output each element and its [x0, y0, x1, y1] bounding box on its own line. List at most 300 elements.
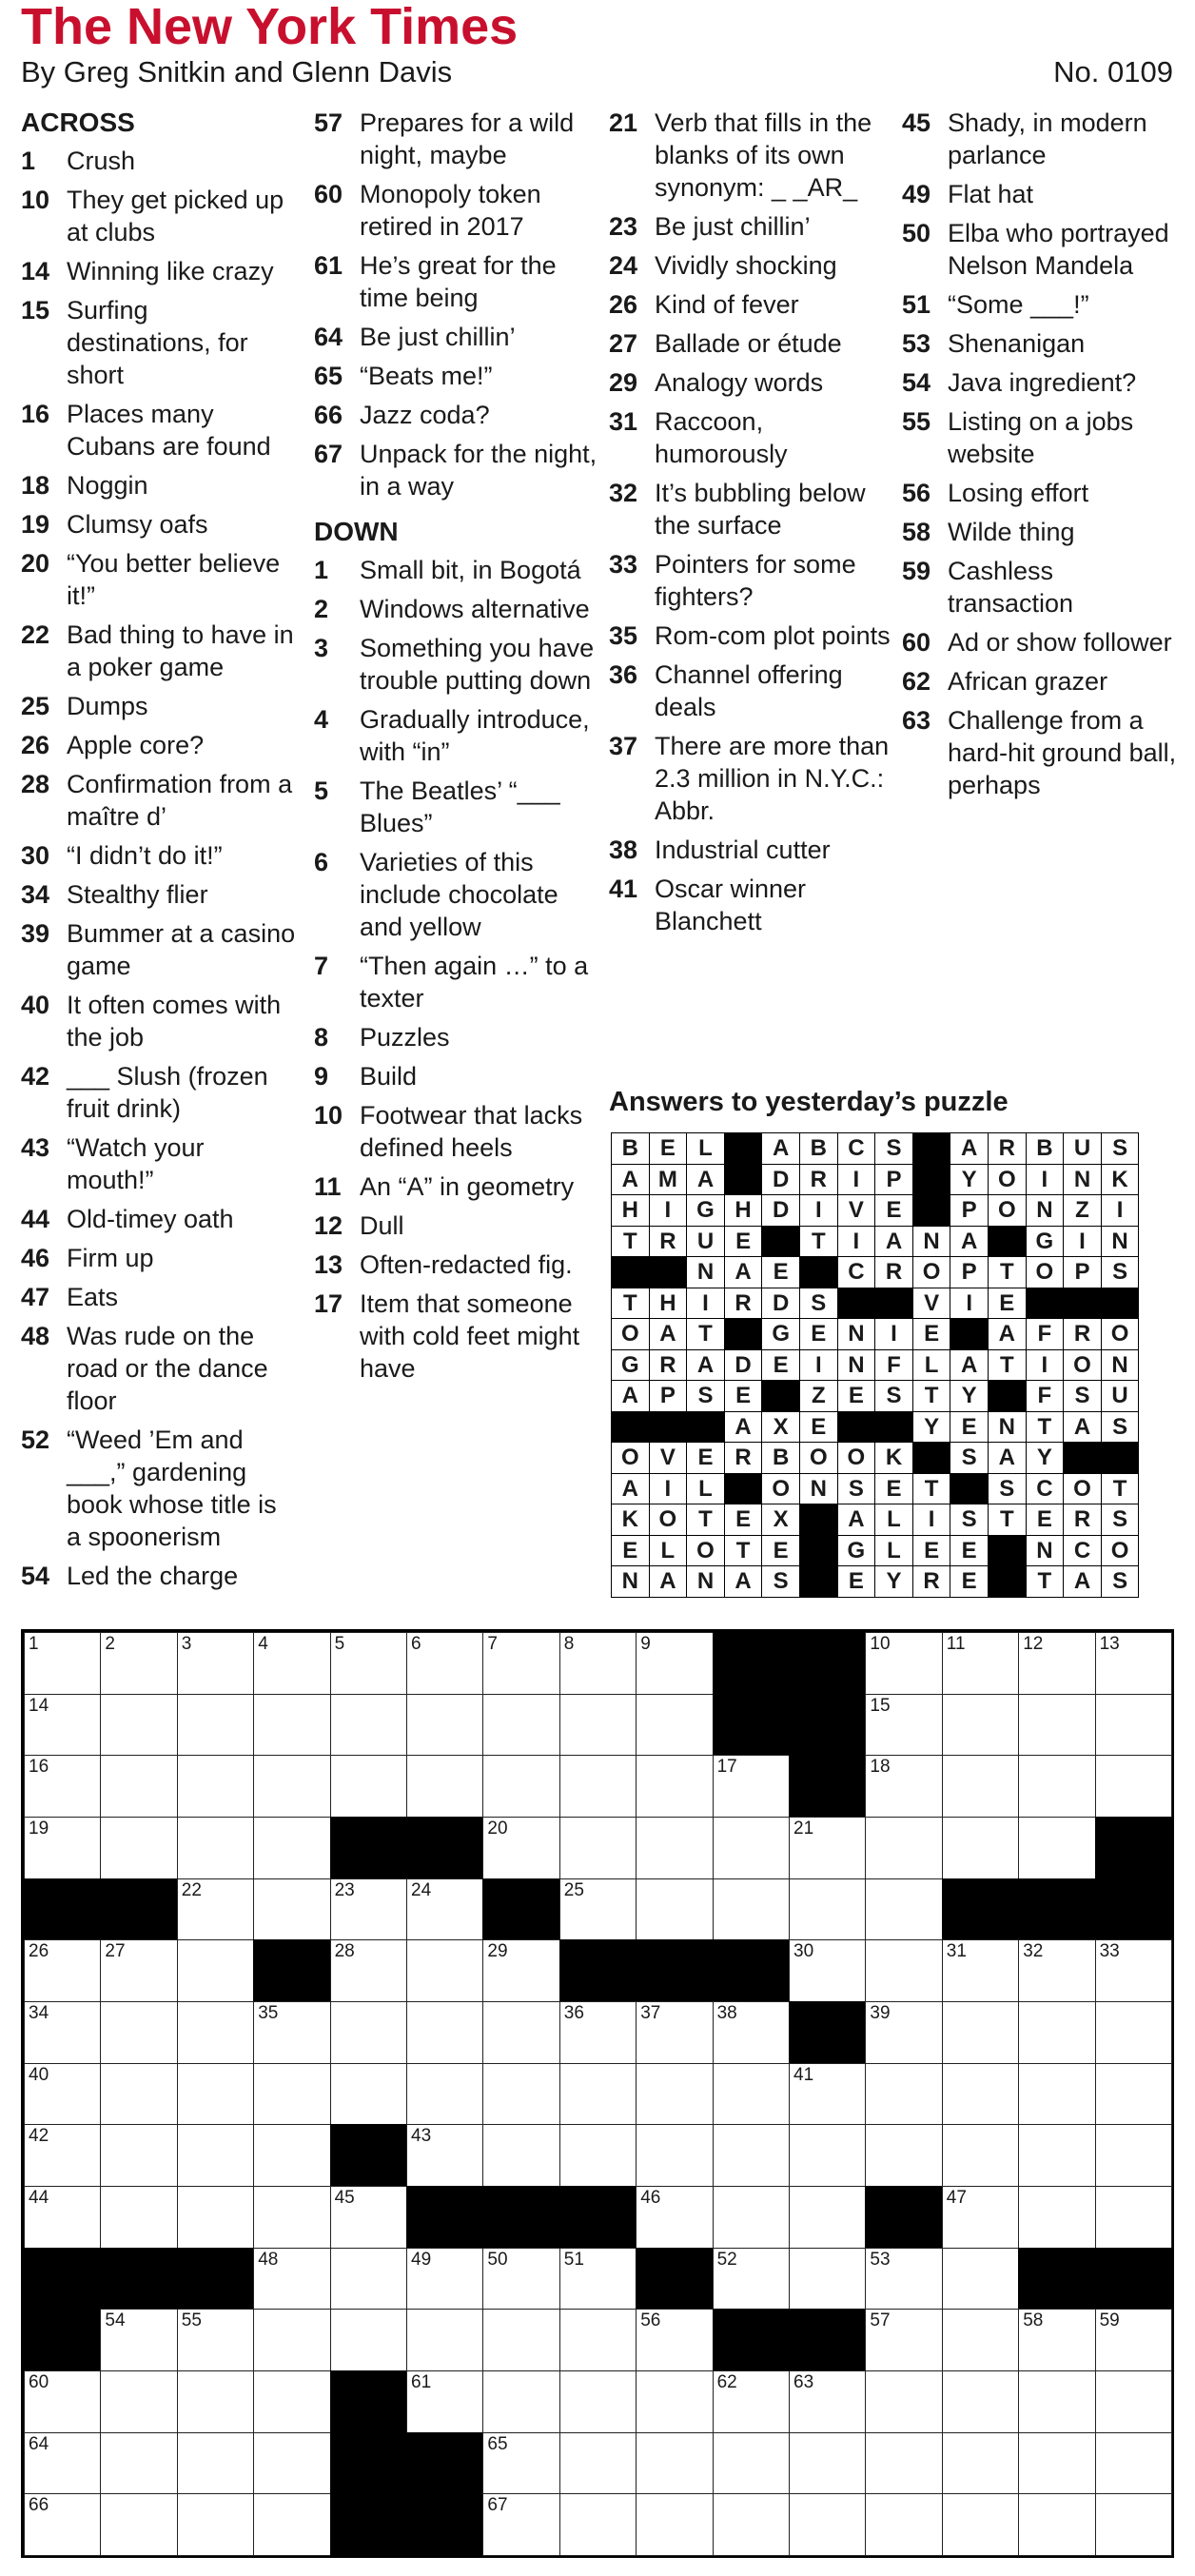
grid-cell[interactable] [482, 1939, 559, 2002]
grid-cell[interactable] [636, 1817, 713, 1879]
grid-cell[interactable] [713, 1817, 790, 1879]
clue-text: Build [360, 1062, 418, 1091]
clue-text: Something you have trouble putting down [360, 634, 595, 695]
answer-letter: E [799, 1318, 838, 1350]
answer-letter: R [1063, 1318, 1102, 1350]
grid-cell[interactable] [865, 1755, 942, 1818]
answer-letter: A [761, 1132, 800, 1165]
grid-cell[interactable] [636, 1755, 713, 1818]
across-heading: ACROSS [21, 108, 135, 137]
grid-cell[interactable] [177, 1817, 254, 1879]
clue-item [21, 508, 297, 541]
clue-number: 18 [21, 471, 50, 500]
grid-cell[interactable] [636, 2370, 713, 2433]
grid-cell[interactable] [177, 2124, 254, 2187]
clue-text: Item that someone with cold feet might have [360, 1289, 580, 1383]
answer-black-square [649, 1256, 688, 1288]
answer-letter: R [912, 1565, 951, 1598]
grid-cell[interactable] [559, 1632, 637, 1695]
clue-item [21, 1203, 297, 1235]
clue-text: Rom-com plot points [655, 621, 891, 650]
grid-cell[interactable] [1018, 2493, 1095, 2556]
grid-cell[interactable] [253, 1755, 330, 1818]
grid-cell[interactable] [177, 2370, 254, 2433]
grid-cell[interactable] [330, 1939, 407, 2002]
grid-cell[interactable] [1095, 1755, 1172, 1818]
grid-cell[interactable] [1095, 2370, 1172, 2433]
answer-letter: O [1101, 1318, 1140, 1350]
grid-cell[interactable] [406, 2001, 483, 2064]
cell-number: 40 [29, 2064, 49, 2085]
grid-cell[interactable] [713, 2432, 790, 2495]
grid-cell[interactable] [100, 1694, 177, 1757]
grid-cell[interactable] [406, 1878, 483, 1941]
grid-cell[interactable] [942, 1817, 1019, 1879]
grid-cell[interactable] [942, 2186, 1019, 2249]
clue-number: 22 [21, 620, 50, 649]
grid-cell[interactable] [1095, 2063, 1172, 2126]
grid-cell[interactable] [789, 2432, 866, 2495]
answer-letter: A [988, 1318, 1027, 1350]
answer-black-square [912, 1442, 951, 1474]
grid-cell[interactable] [1095, 1939, 1172, 2002]
clue-number: 24 [609, 251, 638, 280]
grid-cell[interactable] [406, 2370, 483, 2433]
answer-letter: A [686, 1164, 725, 1196]
grid-cell[interactable] [1095, 2493, 1172, 2556]
answer-letter: R [799, 1164, 838, 1196]
grid-cell[interactable] [1095, 2309, 1172, 2371]
grid-cell[interactable] [100, 2370, 177, 2433]
clue-item [902, 178, 1178, 210]
grid-cell[interactable] [330, 2248, 407, 2311]
grid-cell[interactable] [253, 1878, 330, 1941]
clue-item [314, 1170, 599, 1203]
cell-number: 24 [411, 1879, 432, 1900]
grid-cell[interactable] [636, 1632, 713, 1695]
grid-cell[interactable] [559, 1817, 637, 1879]
grid-cell[interactable] [713, 2248, 790, 2311]
grid-cell[interactable] [865, 2001, 942, 2064]
grid-cell[interactable] [482, 2493, 559, 2556]
grid-cell[interactable] [253, 2432, 330, 2495]
grid-cell[interactable] [100, 1817, 177, 1879]
answer-letter: R [724, 1442, 763, 1474]
grid-cell[interactable] [713, 2124, 790, 2187]
grid-cell[interactable] [100, 1939, 177, 2002]
grid-cell[interactable] [253, 1817, 330, 1879]
answer-letter: O [1063, 1473, 1102, 1505]
clue-text: Led the charge [67, 1562, 239, 1590]
cell-number: 58 [1023, 2311, 1044, 2331]
black-square [789, 1755, 866, 1818]
grid-cell[interactable] [482, 1632, 559, 1695]
answer-black-square [988, 1535, 1027, 1567]
grid-cell[interactable] [636, 2063, 713, 2126]
clue-number: 11 [314, 1172, 342, 1201]
grid-cell[interactable] [1095, 2186, 1172, 2249]
answer-letter: I [1026, 1164, 1065, 1196]
grid-cell[interactable] [177, 2186, 254, 2249]
grid-cell[interactable] [865, 1878, 942, 1941]
grid-cell[interactable] [559, 2493, 637, 2556]
answer-letter: B [761, 1442, 800, 1474]
grid-cell[interactable] [559, 1755, 637, 1818]
cell-number: 49 [411, 2249, 432, 2270]
clue-item [314, 703, 599, 768]
clue-text: Shady, in modern parlance [948, 108, 1147, 169]
grid-cell[interactable] [253, 2063, 330, 2126]
cell-number: 47 [946, 2188, 967, 2208]
grid-cell[interactable] [100, 2493, 177, 2556]
grid-cell[interactable] [100, 2001, 177, 2064]
cell-number: 4 [258, 1634, 268, 1654]
clue-number: 54 [21, 1562, 50, 1590]
answer-letter: N [988, 1411, 1027, 1444]
clue-column-3 [609, 107, 894, 944]
answer-letter: A [724, 1565, 763, 1598]
grid-cell[interactable] [24, 1939, 101, 2002]
grid-cell[interactable] [1095, 2432, 1172, 2495]
grid-cell[interactable] [865, 1817, 942, 1879]
grid-cell[interactable] [1018, 1694, 1095, 1757]
grid-cell[interactable] [24, 2186, 101, 2249]
grid-cell[interactable] [789, 2370, 866, 2433]
grid-cell[interactable] [100, 2432, 177, 2495]
grid-cell[interactable] [24, 2063, 101, 2126]
grid-cell[interactable] [865, 2248, 942, 2311]
grid-cell[interactable] [713, 2493, 790, 2556]
grid-cell[interactable] [177, 1878, 254, 1941]
grid-cell[interactable] [942, 2309, 1019, 2371]
grid-cell[interactable] [1018, 1817, 1095, 1879]
answer-letter: G [1026, 1226, 1065, 1258]
answer-letter: H [724, 1194, 763, 1227]
grid-cell[interactable] [177, 1694, 254, 1757]
grid-cell[interactable] [636, 2001, 713, 2064]
answer-letter: O [686, 1535, 725, 1567]
grid-cell[interactable] [559, 2248, 637, 2311]
cell-number: 12 [1023, 1634, 1044, 1654]
answer-letter: N [686, 1565, 725, 1598]
answer-letter: R [649, 1349, 688, 1382]
clue-number: 32 [609, 479, 638, 507]
grid-cell[interactable] [24, 1755, 101, 1818]
grid-cell[interactable] [942, 2370, 1019, 2433]
grid-cell[interactable] [713, 1878, 790, 1941]
grid-cell[interactable] [330, 1694, 407, 1757]
clue-item [21, 294, 297, 391]
grid-cell[interactable] [406, 2063, 483, 2126]
byline: By Greg Snitkin and Glenn Davis [21, 55, 453, 88]
grid-cell[interactable] [636, 2432, 713, 2495]
grid-cell[interactable] [482, 2309, 559, 2371]
grid-cell[interactable] [865, 2493, 942, 2556]
black-square [330, 2432, 407, 2495]
grid-cell[interactable] [253, 2493, 330, 2556]
grid-cell[interactable] [636, 1694, 713, 1757]
grid-cell[interactable] [789, 2063, 866, 2126]
answer-letter: I [912, 1504, 951, 1536]
grid-cell[interactable] [24, 1632, 101, 1695]
grid-cell[interactable] [1018, 2186, 1095, 2249]
cell-number: 38 [716, 2003, 737, 2023]
black-square [1095, 1878, 1172, 1941]
grid-cell[interactable] [789, 2493, 866, 2556]
clue-text: It’s bubbling below the surface [655, 479, 866, 540]
clue-text: Verb that fills in the blanks of its own synonym: _ _AR_ [655, 108, 872, 202]
grid-cell[interactable] [713, 2001, 790, 2064]
grid-cell[interactable] [942, 2124, 1019, 2187]
grid-cell[interactable] [789, 1817, 866, 1879]
answer-letter: H [649, 1288, 688, 1320]
grid-cell[interactable] [865, 2370, 942, 2433]
cell-number: 20 [487, 1819, 508, 1839]
grid-cell[interactable] [1018, 2124, 1095, 2187]
grid-cell[interactable] [636, 2124, 713, 2187]
grid-cell[interactable] [789, 2124, 866, 2187]
grid-cell[interactable] [865, 2432, 942, 2495]
clue-column-2 [314, 107, 599, 1391]
clue-number: 7 [314, 952, 329, 980]
grid-cell[interactable] [789, 1878, 866, 1941]
answer-letter: E [649, 1132, 688, 1165]
grid-cell[interactable] [406, 1632, 483, 1695]
grid-cell[interactable] [789, 2186, 866, 2249]
grid-cell[interactable] [636, 2186, 713, 2249]
grid-cell[interactable] [942, 1694, 1019, 1757]
grid-cell[interactable] [177, 1632, 254, 1695]
clue-item [21, 729, 297, 761]
grid-cell[interactable] [177, 2493, 254, 2556]
clue-number: 52 [21, 1426, 50, 1454]
clue-item [21, 1060, 297, 1125]
grid-cell[interactable] [100, 2186, 177, 2249]
cell-number: 50 [487, 2249, 508, 2270]
clue-text: Confirmation from a maître d’ [67, 770, 293, 831]
grid-cell[interactable] [406, 2124, 483, 2187]
grid-cell[interactable] [406, 1694, 483, 1757]
clue-number: 48 [21, 1322, 50, 1350]
answer-letter: A [649, 1318, 688, 1350]
black-square [636, 2248, 713, 2311]
grid-cell[interactable] [942, 1632, 1019, 1695]
answer-letter: N [912, 1226, 951, 1258]
answer-letter: V [912, 1288, 951, 1320]
clue-text: Elba who portrayed Nelson Mandela [948, 219, 1169, 280]
answer-letter: O [1101, 1535, 1140, 1567]
grid-cell[interactable] [559, 2001, 637, 2064]
answer-letter: M [649, 1164, 688, 1196]
answer-letter: S [1101, 1504, 1140, 1536]
grid-cell[interactable] [865, 2309, 942, 2371]
grid-cell[interactable] [942, 2432, 1019, 2495]
answer-letter: I [950, 1288, 989, 1320]
answer-letter: G [611, 1349, 650, 1382]
grid-cell[interactable] [253, 2186, 330, 2249]
grid-cell[interactable] [100, 1755, 177, 1818]
grid-cell[interactable] [330, 1878, 407, 1941]
grid-cell[interactable] [406, 1939, 483, 2002]
grid-cell[interactable] [1095, 2001, 1172, 2064]
grid-cell[interactable] [1018, 1632, 1095, 1695]
grid-cell[interactable] [177, 1755, 254, 1818]
grid-cell[interactable] [482, 1817, 559, 1879]
clue-text: Apple core? [67, 731, 205, 759]
answer-letter: A [988, 1442, 1027, 1474]
grid-cell[interactable] [636, 2493, 713, 2556]
grid-cell[interactable] [1018, 1755, 1095, 1818]
answer-letter: S [1101, 1256, 1140, 1288]
clue-number: 55 [902, 407, 931, 436]
answer-black-square [950, 1318, 989, 1350]
grid-cell[interactable] [942, 2248, 1019, 2311]
grid-cell[interactable] [253, 2309, 330, 2371]
grid-cell[interactable] [177, 2309, 254, 2371]
grid-cell[interactable] [406, 2309, 483, 2371]
grid-cell[interactable] [1018, 2001, 1095, 2064]
grid-cell[interactable] [100, 2063, 177, 2126]
grid-cell[interactable] [177, 2001, 254, 2064]
grid-cell[interactable] [24, 2124, 101, 2187]
cell-number: 15 [870, 1695, 891, 1716]
grid-cell[interactable] [559, 2124, 637, 2187]
answer-black-square [837, 1288, 876, 1320]
grid-cell[interactable] [24, 1817, 101, 1879]
clue-number: 1 [314, 556, 329, 584]
grid-cell[interactable] [406, 1755, 483, 1818]
cell-number: 30 [793, 1941, 814, 1962]
grid-cell[interactable] [100, 2124, 177, 2187]
down-heading: DOWN [314, 517, 399, 546]
grid-cell[interactable] [1018, 2063, 1095, 2126]
crossword-grid[interactable] [21, 1629, 1174, 2558]
clue-item [902, 405, 1178, 470]
clue-number: 14 [21, 257, 50, 285]
grid-cell[interactable] [330, 2001, 407, 2064]
black-square [330, 2370, 407, 2433]
grid-cell[interactable] [942, 2001, 1019, 2064]
grid-cell[interactable] [482, 2124, 559, 2187]
grid-cell[interactable] [865, 1632, 942, 1695]
grid-cell[interactable] [789, 1939, 866, 2002]
grid-cell[interactable] [789, 2248, 866, 2311]
grid-cell[interactable] [865, 2063, 942, 2126]
grid-cell[interactable] [253, 2248, 330, 2311]
grid-cell[interactable] [482, 2001, 559, 2064]
grid-cell[interactable] [942, 1939, 1019, 2002]
grid-cell[interactable] [559, 1694, 637, 1757]
answer-black-square [649, 1411, 688, 1444]
grid-cell[interactable] [1018, 2432, 1095, 2495]
clue-text: Jazz coda? [360, 401, 490, 429]
grid-cell[interactable] [253, 2001, 330, 2064]
cell-number: 33 [1099, 1941, 1120, 1962]
grid-cell[interactable] [100, 1632, 177, 1695]
grid-cell[interactable] [482, 2063, 559, 2126]
grid-cell[interactable] [559, 2063, 637, 2126]
answer-letter: S [799, 1288, 838, 1320]
grid-cell[interactable] [330, 1632, 407, 1695]
grid-cell[interactable] [330, 2309, 407, 2371]
grid-cell[interactable] [24, 2493, 101, 2556]
grid-cell[interactable] [253, 2124, 330, 2187]
grid-cell[interactable] [713, 2186, 790, 2249]
grid-cell[interactable] [1018, 1939, 1095, 2002]
grid-cell[interactable] [1018, 2370, 1095, 2433]
clue-item [902, 704, 1178, 801]
grid-cell[interactable] [559, 2370, 637, 2433]
grid-cell[interactable] [559, 1878, 637, 1941]
clue-text: Gradually introduce, with “in” [360, 705, 590, 766]
grid-cell[interactable] [1095, 1694, 1172, 1757]
clue-item [21, 917, 297, 982]
clue-number: 17 [314, 1289, 343, 1318]
grid-cell[interactable] [24, 1694, 101, 1757]
grid-cell[interactable] [406, 2248, 483, 2311]
grid-cell[interactable] [636, 1878, 713, 1941]
grid-cell[interactable] [253, 1632, 330, 1695]
answer-letter: E [837, 1380, 876, 1412]
grid-cell[interactable] [713, 2063, 790, 2126]
cell-number: 57 [870, 2311, 891, 2331]
grid-cell[interactable] [713, 1755, 790, 1818]
grid-cell[interactable] [559, 2432, 637, 2495]
clue-text: Crush [67, 147, 136, 175]
grid-cell[interactable] [1095, 2124, 1172, 2187]
answer-letter: G [837, 1535, 876, 1567]
grid-cell[interactable] [559, 2309, 637, 2371]
grid-cell[interactable] [24, 2001, 101, 2064]
grid-cell[interactable] [482, 1755, 559, 1818]
grid-cell[interactable] [482, 2248, 559, 2311]
grid-cell[interactable] [865, 2124, 942, 2187]
grid-cell[interactable] [942, 1755, 1019, 1818]
clue-number: 63 [902, 706, 931, 735]
grid-cell[interactable] [942, 2063, 1019, 2126]
answer-letter: P [950, 1194, 989, 1227]
answer-black-square [724, 1132, 763, 1165]
clue-column-1 [21, 107, 297, 1599]
grid-cell[interactable] [177, 2063, 254, 2126]
grid-cell[interactable] [1018, 2309, 1095, 2371]
cell-number: 21 [793, 1819, 814, 1839]
grid-cell[interactable] [330, 2186, 407, 2249]
grid-cell[interactable] [253, 2370, 330, 2433]
grid-cell[interactable] [24, 2370, 101, 2433]
grid-cell[interactable] [482, 2432, 559, 2495]
grid-cell[interactable] [865, 1694, 942, 1757]
grid-cell[interactable] [330, 2063, 407, 2126]
answer-letter: E [686, 1442, 725, 1474]
answer-letter: O [837, 1442, 876, 1474]
clue-column-4 [902, 107, 1178, 808]
grid-cell[interactable] [100, 2309, 177, 2371]
grid-cell[interactable] [177, 1939, 254, 2002]
grid-cell[interactable] [1095, 1632, 1172, 1695]
grid-cell[interactable] [24, 2432, 101, 2495]
grid-cell[interactable] [636, 2309, 713, 2371]
grid-cell[interactable] [177, 2432, 254, 2495]
grid-cell[interactable] [713, 2370, 790, 2433]
clue-item [21, 1424, 297, 1553]
grid-cell[interactable] [253, 1694, 330, 1757]
grid-cell[interactable] [482, 2370, 559, 2433]
grid-cell[interactable] [942, 2493, 1019, 2556]
grid-cell[interactable] [330, 1755, 407, 1818]
grid-cell[interactable] [865, 1939, 942, 2002]
grid-cell[interactable] [482, 1694, 559, 1757]
